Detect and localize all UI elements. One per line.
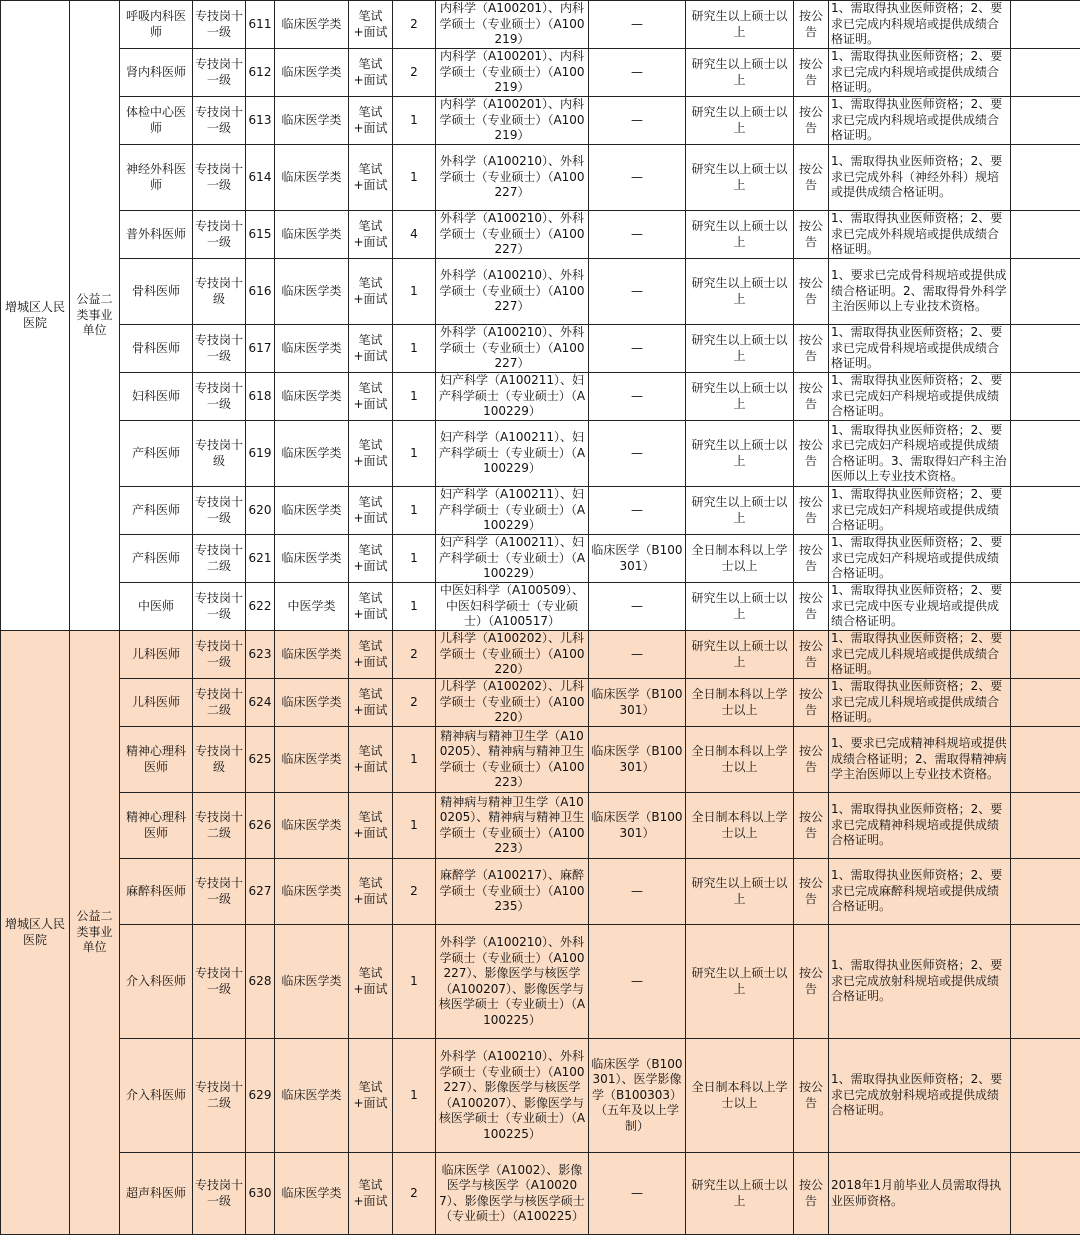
age-cell: 按公告: [794, 373, 829, 421]
other-req-cell: 1、需取得执业医师资格；2、要求已完成妇产科规培或提供成绩合格证明。: [829, 487, 1011, 535]
exam-cell: 笔试+面试: [349, 487, 393, 535]
undergrad-major-cell: —: [589, 97, 686, 145]
level-cell: 专技岗十一级: [193, 487, 246, 535]
undergrad-major-cell: —: [589, 325, 686, 373]
undergrad-major-cell: 临床医学（B100301）、医学影像学（B100303）（五年及以上学制）: [589, 1039, 686, 1153]
education-cell: 研究生以上硕士以上: [686, 325, 794, 373]
post-cell: 骨科医师: [120, 325, 193, 373]
level-cell: 专技岗十一级: [193, 1153, 246, 1235]
exam-cell: 笔试+面试: [349, 631, 393, 679]
grad-major-cell: 外科学（A100210）、外科学硕士（专业硕士）（A100227）: [436, 325, 589, 373]
education-cell: 全日制本科以上学士以上: [686, 727, 794, 793]
unit-name-cell: 增城区人民医院: [1, 631, 70, 1235]
age-cell: 按公告: [794, 49, 829, 97]
post-cell: 普外科医师: [120, 211, 193, 259]
exam-cell: 笔试+面试: [349, 373, 393, 421]
post-cell: 儿科医师: [120, 631, 193, 679]
table-row: [1, 259, 1080, 325]
undergrad-major-cell: —: [589, 145, 686, 211]
remarks-cell: [1011, 1039, 1080, 1153]
undergrad-major-cell: —: [589, 211, 686, 259]
table-row: [1, 211, 1080, 259]
count-cell: 1: [393, 373, 436, 421]
level-cell: 专技岗十一级: [193, 211, 246, 259]
post-cell: 体检中心医师: [120, 97, 193, 145]
grad-major-cell: 内科学（A100201）、内科学硕士（专业硕士）（A100219）: [436, 1, 589, 49]
table-row: [1, 97, 1080, 145]
table-row: [1, 727, 1080, 793]
count-cell: 1: [393, 793, 436, 859]
remarks-cell: [1011, 211, 1080, 259]
exam-cell: 笔试+面试: [349, 583, 393, 631]
exam-cell: 笔试+面试: [349, 679, 393, 727]
post-cell: 精神心理科医师: [120, 793, 193, 859]
other-req-cell: 1、需取得执业医师资格；2、要求已完成放射科规培或提供成绩合格证明。: [829, 925, 1011, 1039]
education-cell: 研究生以上硕士以上: [686, 1153, 794, 1235]
code-cell: 624: [246, 679, 275, 727]
age-cell: 按公告: [794, 793, 829, 859]
exam-cell: 笔试+面试: [349, 421, 393, 487]
grad-major-cell: 中医妇科学（A100509）、中医妇科学硕士（专业硕士）（A100517）: [436, 583, 589, 631]
education-cell: 研究生以上硕士以上: [686, 1, 794, 49]
category-cell: 临床医学类: [275, 859, 349, 925]
table-row: [1, 535, 1080, 583]
count-cell: 2: [393, 631, 436, 679]
code-cell: 612: [246, 49, 275, 97]
grad-major-cell: 临床医学（A1002）、影像医学与核医学（A100207）、影像医学与核医学硕士（专业硕士）（A100225）: [436, 1153, 589, 1235]
table-row: [1, 145, 1080, 211]
level-cell: 专技岗十一级: [193, 1, 246, 49]
remarks-cell: [1011, 631, 1080, 679]
undergrad-major-cell: 临床医学（B100301）: [589, 727, 686, 793]
education-cell: 全日制本科以上学士以上: [686, 1039, 794, 1153]
category-cell: 临床医学类: [275, 925, 349, 1039]
table-row: [1, 925, 1080, 1039]
education-cell: 研究生以上硕士以上: [686, 49, 794, 97]
undergrad-major-cell: —: [589, 259, 686, 325]
category-cell: 临床医学类: [275, 793, 349, 859]
count-cell: 2: [393, 49, 436, 97]
level-cell: 专技岗十一级: [193, 373, 246, 421]
table-row: [1, 1, 1080, 49]
code-cell: 619: [246, 421, 275, 487]
level-cell: 专技岗十二级: [193, 793, 246, 859]
education-cell: 研究生以上硕士以上: [686, 97, 794, 145]
age-cell: 按公告: [794, 259, 829, 325]
grad-major-cell: 外科学（A100210）、外科学硕士（专业硕士）（A100227）: [436, 145, 589, 211]
table-row: [1, 421, 1080, 487]
code-cell: 616: [246, 259, 275, 325]
post-cell: 精神心理科医师: [120, 727, 193, 793]
table-row: [1, 49, 1080, 97]
count-cell: 1: [393, 727, 436, 793]
code-cell: 625: [246, 727, 275, 793]
education-cell: 全日制本科以上学士以上: [686, 793, 794, 859]
age-cell: 按公告: [794, 535, 829, 583]
age-cell: 按公告: [794, 727, 829, 793]
post-cell: 介入科医师: [120, 925, 193, 1039]
level-cell: 专技岗十二级: [193, 1039, 246, 1153]
remarks-cell: [1011, 259, 1080, 325]
remarks-cell: [1011, 727, 1080, 793]
code-cell: 626: [246, 793, 275, 859]
grad-major-cell: 儿科学（A100202）、儿科学硕士（专业硕士）（A100220）: [436, 631, 589, 679]
grad-major-cell: 内科学（A100201）、内科学硕士（专业硕士）（A100219）: [436, 97, 589, 145]
undergrad-major-cell: —: [589, 487, 686, 535]
grad-major-cell: 外科学（A100210）、外科学硕士（专业硕士）（A100227）、影像医学与核医学（A100207）、影像医学与核医学硕士（专业硕士）（A100225）: [436, 1039, 589, 1153]
post-cell: 中医师: [120, 583, 193, 631]
exam-cell: 笔试+面试: [349, 259, 393, 325]
post-cell: 神经外科医师: [120, 145, 193, 211]
count-cell: 1: [393, 925, 436, 1039]
education-cell: 研究生以上硕士以上: [686, 259, 794, 325]
unit-type-cell: 公益二类事业单位: [70, 631, 120, 1235]
undergrad-major-cell: 临床医学（B100301）: [589, 535, 686, 583]
remarks-cell: [1011, 793, 1080, 859]
grad-major-cell: 精神病与精神卫生学（A100205）、精神病与精神卫生学硕士（专业硕士）（A100223）: [436, 793, 589, 859]
count-cell: 2: [393, 679, 436, 727]
education-cell: 研究生以上硕士以上: [686, 211, 794, 259]
remarks-cell: [1011, 373, 1080, 421]
post-cell: 产科医师: [120, 535, 193, 583]
count-cell: 1: [393, 421, 436, 487]
undergrad-major-cell: —: [589, 49, 686, 97]
level-cell: 专技岗十一级: [193, 145, 246, 211]
undergrad-major-cell: 临床医学（B100301）: [589, 793, 686, 859]
grad-major-cell: 妇产科学（A100211）、妇产科学硕士（专业硕士）（A100229）: [436, 421, 589, 487]
table-row: [1, 325, 1080, 373]
unit-name-cell: 增城区人民医院: [1, 1, 70, 631]
age-cell: 按公告: [794, 487, 829, 535]
level-cell: 专技岗十一级: [193, 859, 246, 925]
age-cell: 按公告: [794, 631, 829, 679]
post-cell: 呼吸内科医师: [120, 1, 193, 49]
remarks-cell: [1011, 583, 1080, 631]
category-cell: 临床医学类: [275, 325, 349, 373]
level-cell: 专技岗十一级: [193, 49, 246, 97]
count-cell: 1: [393, 97, 436, 145]
exam-cell: 笔试+面试: [349, 1153, 393, 1235]
age-cell: 按公告: [794, 325, 829, 373]
remarks-cell: [1011, 859, 1080, 925]
category-cell: 临床医学类: [275, 97, 349, 145]
level-cell: 专技岗十一级: [193, 631, 246, 679]
remarks-cell: [1011, 97, 1080, 145]
level-cell: 专技岗十一级: [193, 583, 246, 631]
category-cell: 临床医学类: [275, 373, 349, 421]
level-cell: 专技岗十一级: [193, 925, 246, 1039]
exam-cell: 笔试+面试: [349, 859, 393, 925]
table-row: [1, 793, 1080, 859]
remarks-cell: [1011, 1, 1080, 49]
category-cell: 临床医学类: [275, 49, 349, 97]
age-cell: 按公告: [794, 211, 829, 259]
post-cell: 儿科医师: [120, 679, 193, 727]
other-req-cell: 1、需取得执业医师资格；2、要求已完成儿科规培或提供成绩合格证明。: [829, 679, 1011, 727]
exam-cell: 笔试+面试: [349, 211, 393, 259]
grad-major-cell: 儿科学（A100202）、儿科学硕士（专业硕士）（A100220）: [436, 679, 589, 727]
remarks-cell: [1011, 535, 1080, 583]
code-cell: 621: [246, 535, 275, 583]
age-cell: 按公告: [794, 859, 829, 925]
other-req-cell: 2018年1月前毕业人员需取得执业医师资格。: [829, 1153, 1011, 1235]
education-cell: 研究生以上硕士以上: [686, 373, 794, 421]
age-cell: 按公告: [794, 925, 829, 1039]
undergrad-major-cell: —: [589, 1153, 686, 1235]
count-cell: 1: [393, 535, 436, 583]
post-cell: 麻醉科医师: [120, 859, 193, 925]
undergrad-major-cell: —: [589, 925, 686, 1039]
grad-major-cell: 麻醉学（A100217）、麻醉学硕士（专业硕士）（A100235）: [436, 859, 589, 925]
remarks-cell: [1011, 145, 1080, 211]
exam-cell: 笔试+面试: [349, 1, 393, 49]
other-req-cell: 1、需取得执业医师资格；2、要求已完成儿科规培或提供成绩合格证明。: [829, 631, 1011, 679]
level-cell: 专技岗十二级: [193, 535, 246, 583]
undergrad-major-cell: 临床医学（B100301）: [589, 679, 686, 727]
table-row: [1, 1039, 1080, 1153]
category-cell: 临床医学类: [275, 631, 349, 679]
code-cell: 617: [246, 325, 275, 373]
count-cell: 1: [393, 325, 436, 373]
table-row: [1, 1153, 1080, 1235]
other-req-cell: 1、需取得执业医师资格；2、要求已完成内科规培或提供成绩合格证明。: [829, 1, 1011, 49]
other-req-cell: 1、需取得执业医师资格；2、要求已完成内科规培或提供成绩合格证明。: [829, 49, 1011, 97]
remarks-cell: [1011, 925, 1080, 1039]
remarks-cell: [1011, 679, 1080, 727]
post-cell: 妇科医师: [120, 373, 193, 421]
table-row: [1, 373, 1080, 421]
other-req-cell: 1、需取得执业医师资格；2、要求已完成妇产科规培或提供成绩合格证明。: [829, 373, 1011, 421]
post-cell: 超声科医师: [120, 1153, 193, 1235]
unit-type-cell: 公益二类事业单位: [70, 1, 120, 631]
code-cell: 629: [246, 1039, 275, 1153]
other-req-cell: 1、需取得执业医师资格；2、要求已完成外科规培或提供成绩合格证明。: [829, 211, 1011, 259]
other-req-cell: 1、需取得执业医师资格；2、要求已完成精神科规培或提供成绩合格证明。: [829, 793, 1011, 859]
post-cell: 骨科医师: [120, 259, 193, 325]
code-cell: 618: [246, 373, 275, 421]
other-req-cell: 1、需取得执业医师资格；2、要求已完成内科规培或提供成绩合格证明。: [829, 97, 1011, 145]
remarks-cell: [1011, 421, 1080, 487]
education-cell: 研究生以上硕士以上: [686, 925, 794, 1039]
remarks-cell: [1011, 49, 1080, 97]
education-cell: 研究生以上硕士以上: [686, 421, 794, 487]
exam-cell: 笔试+面试: [349, 727, 393, 793]
exam-cell: 笔试+面试: [349, 535, 393, 583]
post-cell: 肾内科医师: [120, 49, 193, 97]
undergrad-major-cell: —: [589, 421, 686, 487]
other-req-cell: 1、需取得执业医师资格；2、要求已完成外科（神经外科）规培或提供成绩合格证明。: [829, 145, 1011, 211]
age-cell: 按公告: [794, 1153, 829, 1235]
count-cell: 2: [393, 1, 436, 49]
other-req-cell: 1、需取得执业医师资格；2、要求已完成妇产科规培或提供成绩合格证明。: [829, 535, 1011, 583]
grad-major-cell: 精神病与精神卫生学（A100205）、精神病与精神卫生学硕士（专业硕士）（A100223）: [436, 727, 589, 793]
level-cell: 专技岗十二级: [193, 679, 246, 727]
table-row: [1, 583, 1080, 631]
code-cell: 622: [246, 583, 275, 631]
exam-cell: 笔试+面试: [349, 325, 393, 373]
category-cell: 临床医学类: [275, 1153, 349, 1235]
grad-major-cell: 妇产科学（A100211）、妇产科学硕士（专业硕士）（A100229）: [436, 373, 589, 421]
post-cell: 产科医师: [120, 487, 193, 535]
undergrad-major-cell: —: [589, 631, 686, 679]
other-req-cell: 1、需取得执业医师资格；2、要求已完成放射科规培或提供成绩合格证明。: [829, 1039, 1011, 1153]
education-cell: 研究生以上硕士以上: [686, 583, 794, 631]
count-cell: 4: [393, 211, 436, 259]
age-cell: 按公告: [794, 679, 829, 727]
category-cell: 临床医学类: [275, 1, 349, 49]
grad-major-cell: 外科学（A100210）、外科学硕士（专业硕士）（A100227）、影像医学与核医学（A100207）、影像医学与核医学硕士（专业硕士）（A100225）: [436, 925, 589, 1039]
education-cell: 研究生以上硕士以上: [686, 487, 794, 535]
undergrad-major-cell: —: [589, 373, 686, 421]
category-cell: 临床医学类: [275, 487, 349, 535]
count-cell: 1: [393, 487, 436, 535]
age-cell: 按公告: [794, 1039, 829, 1153]
exam-cell: 笔试+面试: [349, 145, 393, 211]
education-cell: 研究生以上硕士以上: [686, 631, 794, 679]
other-req-cell: 1、需取得执业医师资格；2、要求已完成麻醉科规培或提供成绩合格证明。: [829, 859, 1011, 925]
other-req-cell: 1、需取得执业医师资格；2、要求已完成妇产科规培或提供成绩合格证明。3、需取得妇产科主治医师以上专业技术资格。: [829, 421, 1011, 487]
code-cell: 614: [246, 145, 275, 211]
category-cell: 临床医学类: [275, 211, 349, 259]
count-cell: 1: [393, 583, 436, 631]
remarks-cell: [1011, 487, 1080, 535]
category-cell: 临床医学类: [275, 727, 349, 793]
count-cell: 1: [393, 145, 436, 211]
category-cell: 临床医学类: [275, 421, 349, 487]
education-cell: 研究生以上硕士以上: [686, 859, 794, 925]
education-cell: 研究生以上硕士以上: [686, 145, 794, 211]
grad-major-cell: 内科学（A100201）、内科学硕士（专业硕士）（A100219）: [436, 49, 589, 97]
count-cell: 2: [393, 859, 436, 925]
exam-cell: 笔试+面试: [349, 925, 393, 1039]
level-cell: 专技岗十一级: [193, 97, 246, 145]
level-cell: 专技岗十级: [193, 259, 246, 325]
count-cell: 1: [393, 259, 436, 325]
code-cell: 613: [246, 97, 275, 145]
grad-major-cell: 外科学（A100210）、外科学硕士（专业硕士）（A100227）: [436, 259, 589, 325]
other-req-cell: 1、需取得执业医师资格；2、要求已完成中医专业规培或提供成绩合格证明。: [829, 583, 1011, 631]
code-cell: 615: [246, 211, 275, 259]
count-cell: 2: [393, 1153, 436, 1235]
exam-cell: 笔试+面试: [349, 793, 393, 859]
exam-cell: 笔试+面试: [349, 1039, 393, 1153]
remarks-cell: [1011, 325, 1080, 373]
exam-cell: 笔试+面试: [349, 97, 393, 145]
table-row: [1, 859, 1080, 925]
category-cell: 临床医学类: [275, 679, 349, 727]
category-cell: 临床医学类: [275, 259, 349, 325]
level-cell: 专技岗十级: [193, 421, 246, 487]
grad-major-cell: 外科学（A100210）、外科学硕士（专业硕士）（A100227）: [436, 211, 589, 259]
undergrad-major-cell: —: [589, 1, 686, 49]
level-cell: 专技岗十级: [193, 727, 246, 793]
exam-cell: 笔试+面试: [349, 49, 393, 97]
category-cell: 临床医学类: [275, 145, 349, 211]
age-cell: 按公告: [794, 1, 829, 49]
code-cell: 623: [246, 631, 275, 679]
education-cell: 全日制本科以上学士以上: [686, 535, 794, 583]
undergrad-major-cell: —: [589, 859, 686, 925]
grad-major-cell: 妇产科学（A100211）、妇产科学硕士（专业硕士）（A100229）: [436, 487, 589, 535]
age-cell: 按公告: [794, 97, 829, 145]
other-req-cell: 1、要求已完成骨科规培或提供成绩合格证明。2、需取得骨外科学主治医师以上专业技术资格。: [829, 259, 1011, 325]
level-cell: 专技岗十一级: [193, 325, 246, 373]
age-cell: 按公告: [794, 583, 829, 631]
table-row: [1, 487, 1080, 535]
code-cell: 628: [246, 925, 275, 1039]
education-cell: 全日制本科以上学士以上: [686, 679, 794, 727]
code-cell: 630: [246, 1153, 275, 1235]
age-cell: 按公告: [794, 145, 829, 211]
code-cell: 620: [246, 487, 275, 535]
category-cell: 临床医学类: [275, 1039, 349, 1153]
table-row: [1, 679, 1080, 727]
age-cell: 按公告: [794, 421, 829, 487]
table-row: [1, 631, 1080, 679]
other-req-cell: 1、需取得执业医师资格；2、要求已完成骨科规培或提供成绩合格证明。: [829, 325, 1011, 373]
undergrad-major-cell: —: [589, 583, 686, 631]
remarks-cell: [1011, 1153, 1080, 1235]
post-cell: 介入科医师: [120, 1039, 193, 1153]
code-cell: 627: [246, 859, 275, 925]
grad-major-cell: 妇产科学（A100211）、妇产科学硕士（专业硕士）（A100229）: [436, 535, 589, 583]
count-cell: 1: [393, 1039, 436, 1153]
code-cell: 611: [246, 1, 275, 49]
post-cell: 产科医师: [120, 421, 193, 487]
other-req-cell: 1、要求已完成精神科规培或提供成绩合格证明；2、需取得精神病学主治医师以上专业技术资格。: [829, 727, 1011, 793]
category-cell: 临床医学类: [275, 535, 349, 583]
category-cell: 中医学类: [275, 583, 349, 631]
